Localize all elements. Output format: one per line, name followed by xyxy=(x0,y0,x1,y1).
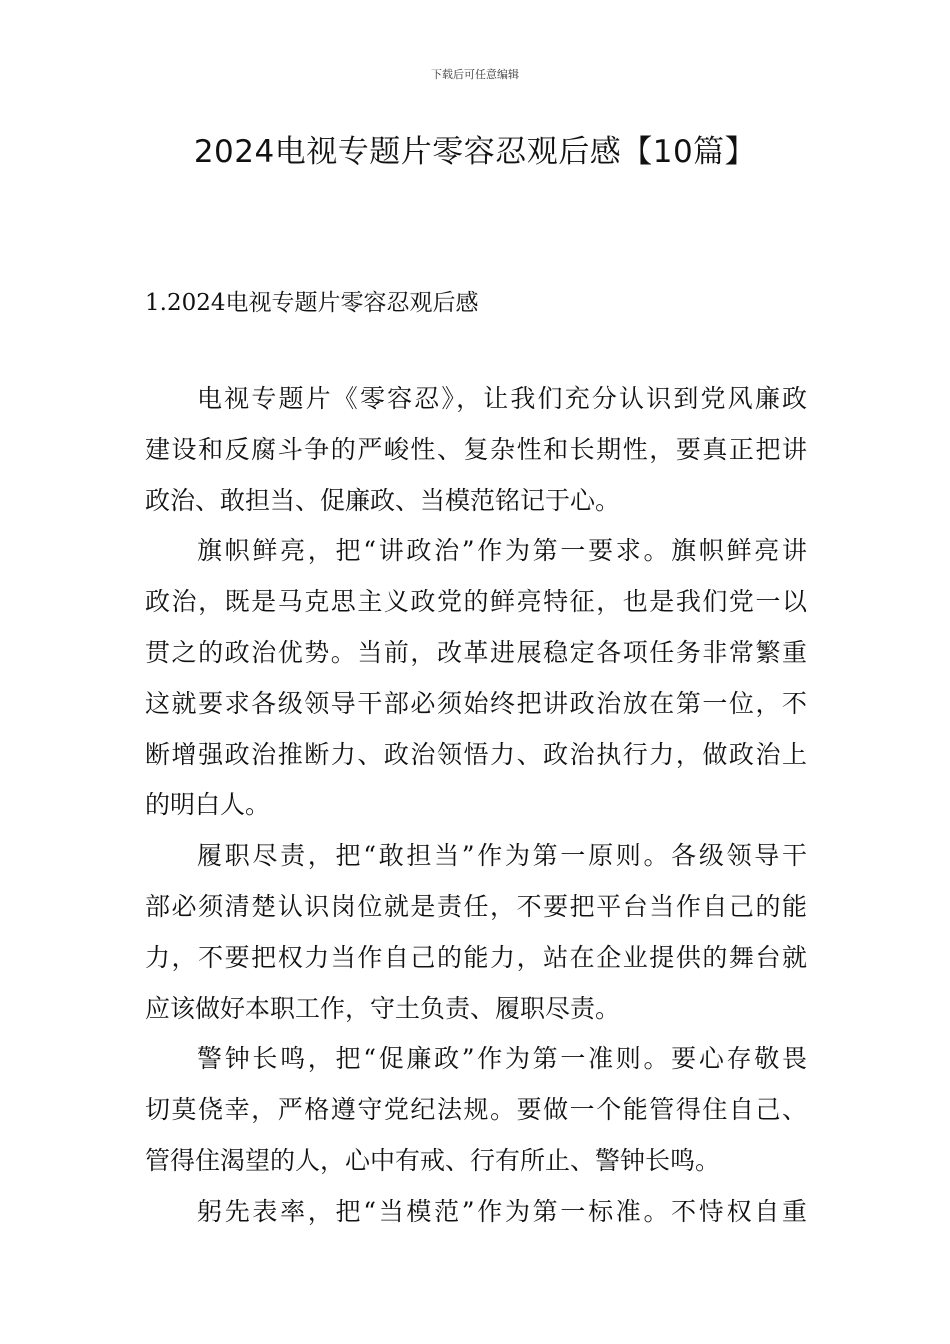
paragraph xyxy=(145,526,807,831)
text-line: 政治、敢担当、促廉政、当模范铭记于心。 xyxy=(145,485,621,515)
document-body xyxy=(145,374,807,1238)
header-note: 下载后可任意编辑 xyxy=(431,68,519,81)
text-line: 躬先表率，把“当模范”作为第一标准。不恃权自重 xyxy=(197,1196,807,1226)
text-line: 管得住渴望的人，心中有戒、行有所止、警钟长鸣。 xyxy=(145,1145,721,1175)
text-line: 旗帜鲜亮，把“讲政治”作为第一要求。旗帜鲜亮讲 xyxy=(197,536,807,566)
text-line: 切莫侥幸，严格遵守党纪法规。要做一个能管得住自己、 xyxy=(145,1095,807,1125)
paragraph xyxy=(145,1187,807,1238)
text-line: 力，不要把权力当作自己的能力，站在企业提供的舞台就 xyxy=(145,942,807,972)
paragraph xyxy=(145,831,807,1034)
text-line: 贯之的政治优势。当前，改革进展稳定各项任务非常繁重 xyxy=(145,637,807,667)
paragraph xyxy=(145,374,807,526)
text-line: 应该做好本职工作，守土负责、履职尽责。 xyxy=(145,993,621,1023)
text-line: 警钟长鸣，把“促廉政”作为第一准则。要心存敬畏 xyxy=(197,1044,807,1074)
text-line: 的明白人。 xyxy=(145,790,271,820)
text-line: 这就要求各级领导干部必须始终把讲政治放在第一位，不 xyxy=(145,688,807,718)
text-line: 部必须清楚认识岗位就是责任，不要把平台当作自己的能 xyxy=(145,891,807,921)
text-line: 政治，既是马克思主义政党的鲜亮特征，也是我们党一以 xyxy=(145,587,807,617)
text-line: 电视专题片《零容忍》，让我们充分认识到党风廉政 xyxy=(197,384,807,413)
text-line: 履职尽责，把“敢担当”作为第一原则。各级领导干 xyxy=(197,841,807,871)
section-heading: 1.2024电视专题片零容忍观后感 xyxy=(145,290,479,316)
document-title: 2024电视专题片零容忍观后感【10篇】 xyxy=(193,134,757,170)
text-line: 建设和反腐斗争的严峻性、复杂性和长期性，要真正把讲 xyxy=(145,434,807,464)
paragraph xyxy=(145,1034,807,1186)
text-line: 断增强政治推断力、政治领悟力、政治执行力，做政治上 xyxy=(145,739,807,769)
